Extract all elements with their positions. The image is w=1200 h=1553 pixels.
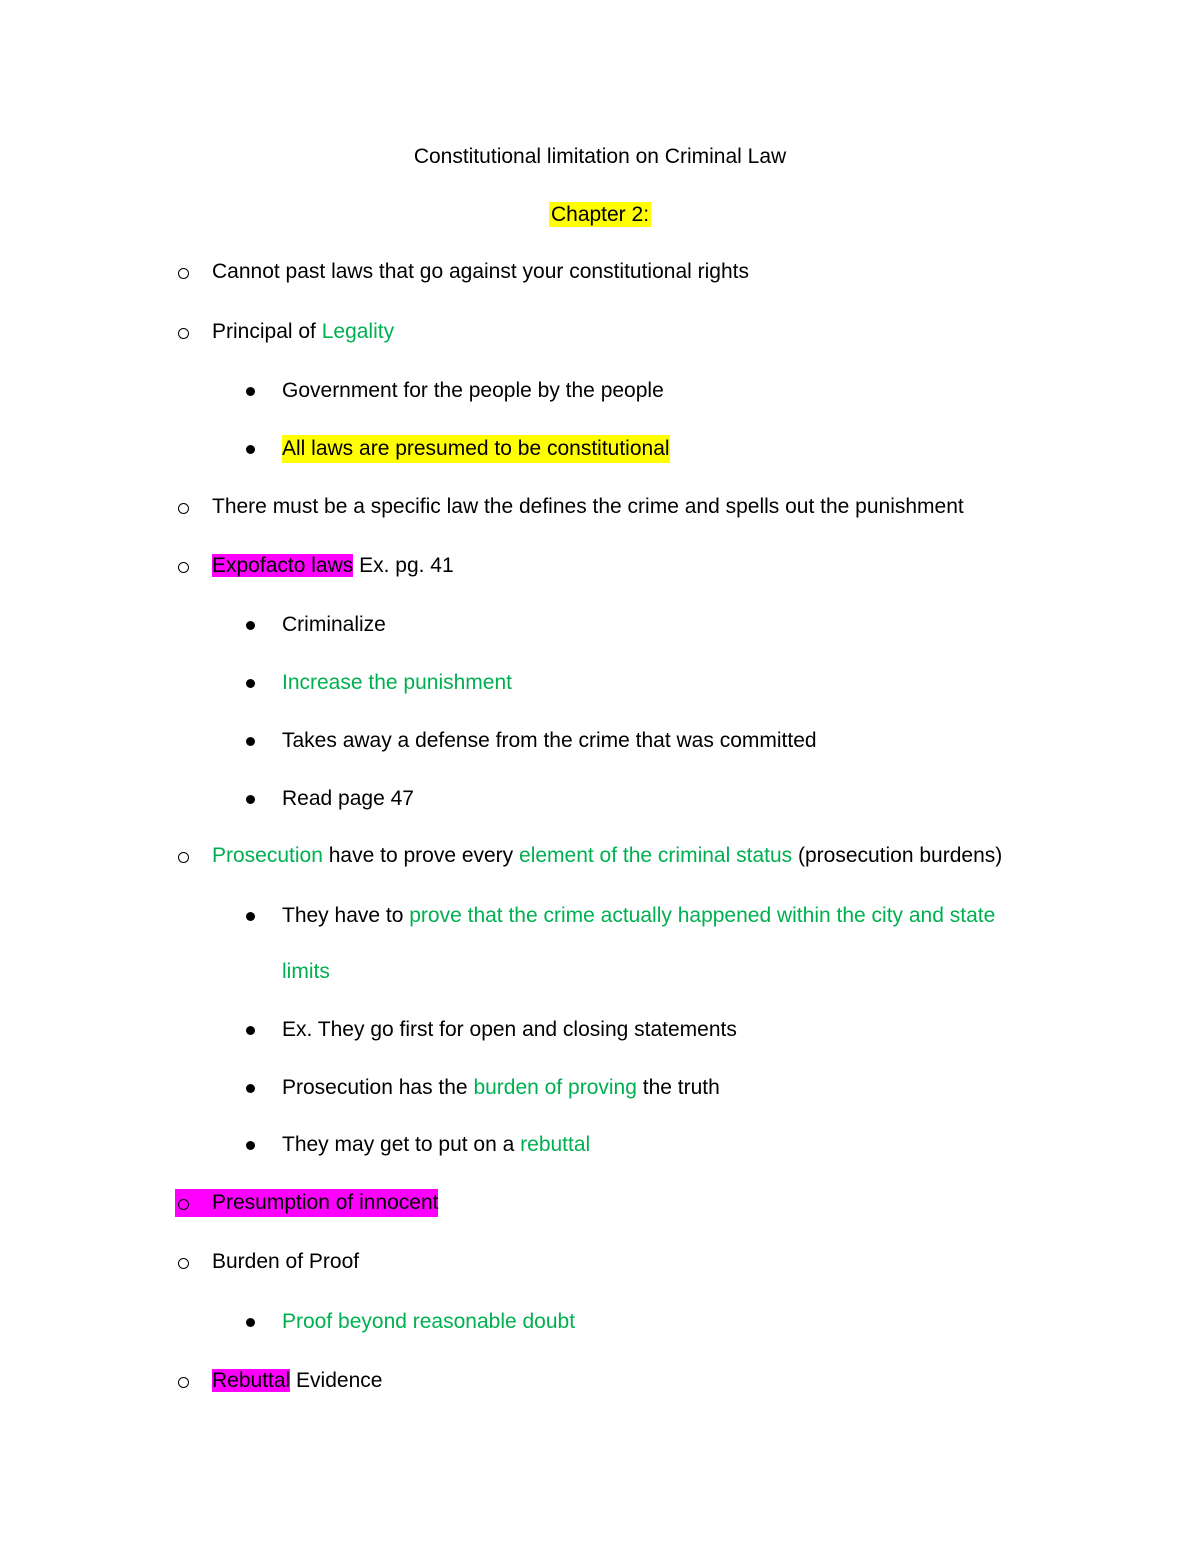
text-run: Prosecution has the [282, 1076, 474, 1099]
filled-dot-bullet-icon [246, 912, 255, 921]
green-text-run: Prosecution [212, 844, 323, 867]
filled-dot-bullet-icon [246, 1318, 255, 1327]
green-text-run: rebuttal [520, 1133, 591, 1156]
filled-dot-bullet-icon [246, 621, 255, 630]
list-item-text: Proof beyond reasonable doubt [282, 1310, 576, 1333]
text-run: Principal of [212, 320, 322, 343]
list-item-text [282, 1131, 590, 1159]
list-item-text [212, 318, 394, 346]
text-run: have to prove every [322, 844, 520, 867]
filled-dot-bullet-icon [246, 1141, 255, 1150]
filled-dot-bullet-icon [246, 387, 255, 396]
hollow-circle-bullet-icon [178, 852, 189, 863]
filled-dot-bullet-icon [246, 679, 255, 688]
list-item-text: Government for the people by the people [282, 379, 664, 402]
filled-dot-bullet-icon [246, 1084, 255, 1093]
chapter-label: Chapter 2: [550, 203, 650, 226]
list-item-text: Criminalize [282, 613, 386, 636]
hollow-circle-bullet-icon [178, 562, 189, 573]
list-item-text [282, 1074, 720, 1102]
green-text-run: burden of proving [473, 1076, 637, 1099]
list-item-text [282, 902, 995, 930]
list-item-text: Ex. They go first for open and closing statements [282, 1018, 737, 1041]
filled-dot-bullet-icon [246, 737, 255, 746]
text-run: They may get to put on a [282, 1133, 521, 1156]
highlighted-text: All laws are presumed to be constitutional [282, 435, 670, 463]
text-run: Ex. pg. 41 [353, 554, 454, 577]
hollow-circle-bullet-icon [178, 503, 189, 514]
page-title: Constitutional limitation on Criminal Law [413, 145, 787, 168]
list-item-text: Takes away a defense from the crime that was committed [282, 729, 817, 752]
hollow-circle-bullet-icon [178, 268, 189, 279]
text-run: Evidence [290, 1369, 383, 1392]
list-item-text: Cannot past laws that go against your constitutional rights [212, 260, 749, 283]
filled-dot-bullet-icon [246, 1026, 255, 1035]
list-item-text: Burden of Proof [212, 1250, 360, 1273]
list-item-text [212, 842, 1002, 870]
chapter-heading [0, 201, 1200, 229]
hollow-circle-bullet-icon [178, 1199, 189, 1210]
text-run: (prosecution burdens) [792, 844, 1003, 867]
green-text-run: Legality [321, 320, 395, 343]
list-item-text: There must be a specific law the defines the crime and spells out the punishment [212, 495, 964, 518]
hollow-circle-bullet-icon [178, 1377, 189, 1388]
highlighted-term: Expofacto laws [212, 554, 354, 577]
hollow-circle-bullet-icon [178, 1258, 189, 1269]
green-text-run: prove that the crime actually happened within the city and state [409, 904, 996, 927]
green-text-run: element of the criminal status [519, 844, 793, 867]
list-item-text: Increase the punishment [282, 671, 512, 694]
green-text-run: limits [282, 960, 330, 983]
filled-dot-bullet-icon [246, 445, 255, 454]
hollow-circle-bullet-icon [178, 328, 189, 339]
filled-dot-bullet-icon [246, 795, 255, 804]
list-item-text [212, 1367, 382, 1395]
list-item-text: Read page 47 [282, 787, 414, 810]
text-run: the truth [636, 1076, 720, 1099]
list-item-text [212, 552, 454, 580]
highlighted-term: Rebuttal [212, 1369, 291, 1392]
text-run: They have to [282, 904, 410, 927]
highlighted-term: Presumption of innocent [212, 1189, 438, 1217]
